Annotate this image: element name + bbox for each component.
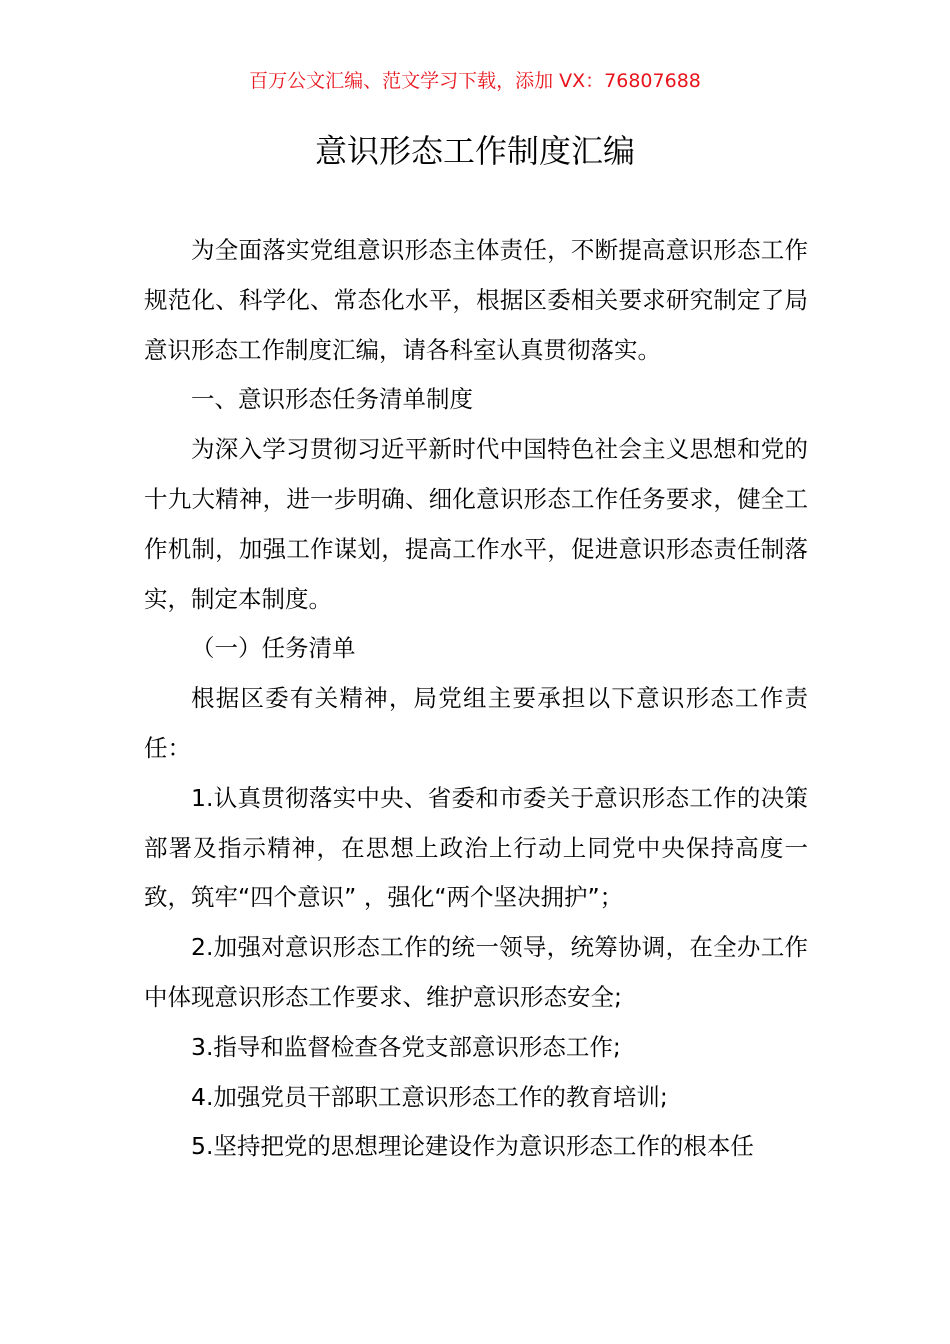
- list-item-1: 1.认真贯彻落实中央、省委和市委关于意识形态工作的决策部署及指示精神，在思想上政治上行动上同党中央保持高度一致，筑牢“四个意识” ，强化“两个坚决拥护”；: [144, 783, 808, 912]
- intro-paragraph: 为全面落实党组意识形态主体责任，不断提高意识形态工作规范化、科学化、常态化水平，根据区委相关要求研究制定了局意识形态工作制度汇编，请各科室认真贯彻落实。: [144, 236, 808, 364]
- section-heading-1: 一、意识形态任务清单制度: [191, 385, 473, 414]
- list-item-3: 3.指导和监督检查各党支部意识形态工作;: [191, 1032, 621, 1061]
- subsection-heading-1: （一）任务清单: [191, 634, 356, 663]
- subsection-1-intro: 根据区委有关精神，局党组主要承担以下意识形态工作责任：: [144, 684, 808, 762]
- list-item-4: 4.加强党员干部职工意识形态工作的教育培训;: [191, 1082, 668, 1111]
- header-watermark-note: 百万公文汇编、范文学习下载，添加 VX：76807688: [249, 70, 701, 92]
- section-1-paragraph: 为深入学习贯彻习近平新时代中国特色社会主义思想和党的十九大精神，进一步明确、细化意识形态工作任务要求，健全工作机制，加强工作谋划，提高工作水平，促进意识形态责任制落实，制定本制度。: [144, 435, 808, 613]
- document-body: [144, 226, 808, 1172]
- list-item-2: 2.加强对意识形态工作的统一领导，统筹协调，在全办工作中体现意识形态工作要求、维护意识形态安全;: [144, 933, 808, 1011]
- document-title: 意识形态工作制度汇编: [314, 132, 635, 170]
- list-item-5: 5.坚持把党的思想理论建设作为意识形态工作的根本任: [191, 1132, 754, 1161]
